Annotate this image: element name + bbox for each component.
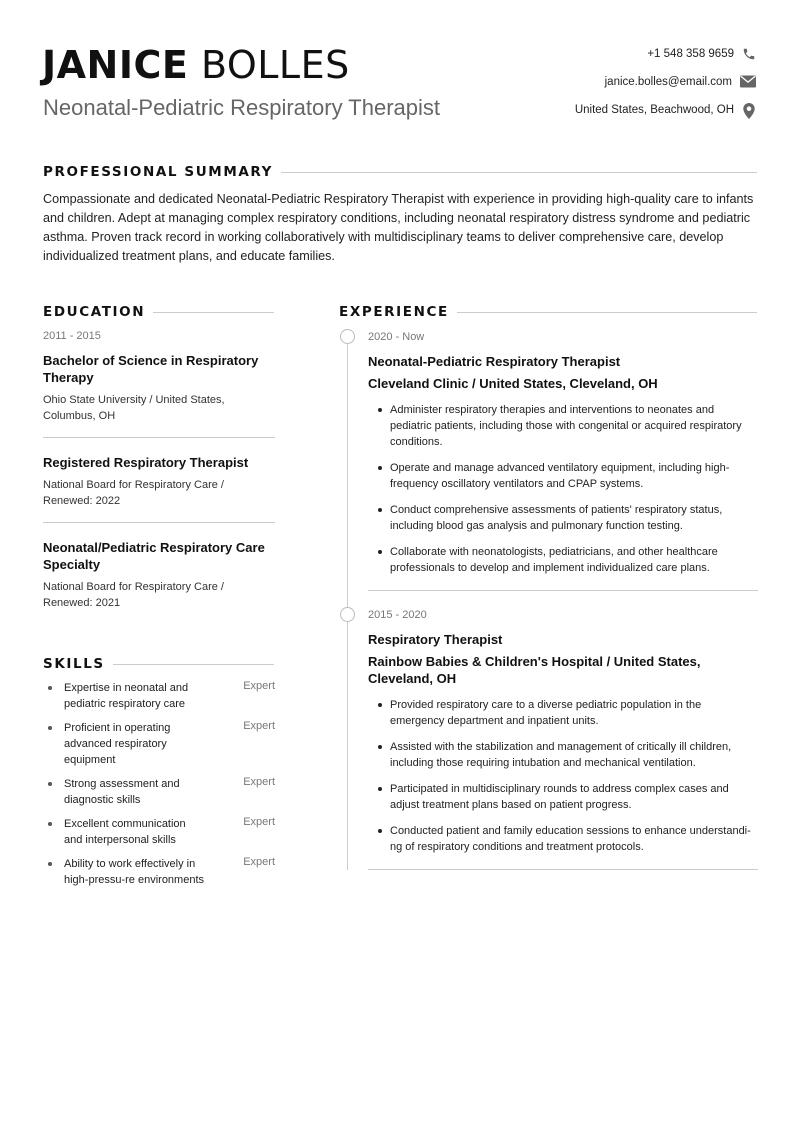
skill-level: Expert <box>243 816 275 828</box>
experience-employer: Rainbow Babies & Children's Hospital / United States, Cleveland, OH <box>368 654 701 686</box>
list-item: Provided respiratory care to a diverse pediatric population in the emergency department and inpatient units. <box>378 697 758 729</box>
education-item <box>43 539 275 624</box>
experience-employer: Cleveland Clinic / United States, Cleveland, OH <box>368 376 658 391</box>
list-item: Collaborate with neonatologists, pediatricians, and other healthcare professionals to develop and implement individualized care plans. <box>378 544 758 576</box>
education-institution: Ohio State University / United States, Columbus, OH <box>43 394 225 422</box>
experience-item <box>368 331 758 591</box>
list-item: Assisted with the stabilization and management of critically ill children, including those requiring intubation and mechanical ventilation. <box>378 739 758 771</box>
skill-name: Ability to work effectively in high-pressu-re environments <box>64 858 205 886</box>
education-list <box>43 330 275 640</box>
skill-level: Expert <box>243 856 275 868</box>
bullet-icon <box>48 862 52 866</box>
bullet-icon <box>48 822 52 826</box>
skill-name: Strong assessment and diagnostic skills <box>64 778 180 806</box>
education-item <box>43 454 275 523</box>
skill-name: Expertise in neonatal and pediatric respiratory care <box>64 682 189 710</box>
job-title: Neonatal-Pediatric Respiratory Therapist <box>43 95 440 120</box>
divider <box>368 869 758 870</box>
education-institution: National Board for Respiratory Care / Renewed: 2021 <box>43 581 224 609</box>
summary-text: Compassionate and dedicated Neonatal-Pediatric Respiratory Therapist with experience in providing high-quality care to infants and children. Adept at managing complex respiratory conditions, including neonatal respiratory distress syndrome and pediatric asthma. Proven track record in working collaboratively with multidisciplinary teams to deliver comprehensive care, develop individualized treatment plans, and educate families. <box>43 192 754 263</box>
list-item: Operate and manage advanced ventilatory equipment, including high-frequency oscillatory ventilators and CPAP systems. <box>378 460 758 492</box>
experience-bullets <box>368 402 758 576</box>
divider <box>281 172 757 173</box>
education-heading-text: EDUCATION <box>43 304 146 320</box>
experience-dates: 2020 - Now <box>368 331 425 343</box>
skill-level: Expert <box>243 776 275 788</box>
timeline-marker <box>340 329 355 344</box>
contact-location <box>456 96 756 124</box>
experience-title: Respiratory Therapist <box>368 632 503 647</box>
skill-level: Expert <box>243 680 275 692</box>
skills-heading-text: SKILLS <box>43 656 105 672</box>
map-pin-icon <box>742 103 756 117</box>
divider <box>457 312 757 313</box>
last-name: BOLLES <box>200 43 350 87</box>
summary-heading-text: PROFESSIONAL SUMMARY <box>43 164 274 180</box>
skill-item <box>43 776 275 808</box>
divider <box>153 312 274 313</box>
education-title: Registered Respiratory Therapist <box>43 455 249 470</box>
bullet-icon <box>48 782 52 786</box>
skills-list <box>43 680 275 896</box>
education-title: Bachelor of Science in Respiratory Therapy <box>43 353 259 385</box>
phone-icon <box>742 47 756 61</box>
skill-level: Expert <box>243 720 275 732</box>
experience-item <box>368 609 758 870</box>
skill-name: Proficient in operating advanced respiratory equipment <box>64 722 171 766</box>
education-dates: 2011 - 2015 <box>43 330 101 342</box>
divider <box>368 590 758 591</box>
skills-heading <box>43 656 274 672</box>
first-name: JANICE <box>42 43 189 87</box>
envelope-icon <box>740 75 756 89</box>
bullet-icon <box>48 726 52 730</box>
experience-heading-text: EXPERIENCE <box>339 304 449 320</box>
list-item: Conduct comprehensive assessments of patients' respiratory status, including blood gas analysis and pulmonary function testing. <box>378 502 758 534</box>
experience-title: Neonatal-Pediatric Respiratory Therapist <box>368 354 621 369</box>
contact-phone <box>456 40 756 68</box>
experience-heading <box>339 304 757 320</box>
bullet-icon <box>48 686 52 690</box>
list-item: Conducted patient and family education sessions to enhance understandi-ng of respiratory conditions and treatment protocols. <box>378 823 758 855</box>
divider <box>113 664 274 665</box>
skill-item <box>43 856 275 888</box>
experience-dates: 2015 - 2020 <box>368 609 427 621</box>
education-title: Neonatal/Pediatric Respiratory Care Specialty <box>43 540 265 572</box>
list-item: Administer respiratory therapies and interventions to neonates and pediatric patients, including those with congenital or acquired respiratory conditions. <box>378 402 758 450</box>
experience-bullets <box>368 697 758 855</box>
list-item: Participated in multidisciplinary rounds to address complex cases and adjust treatment plans based on patient progress. <box>378 781 758 813</box>
email-text: janice.bolles@email.com <box>604 76 732 88</box>
education-item <box>43 330 275 438</box>
contact-block <box>456 40 756 124</box>
skill-item <box>43 720 275 768</box>
skill-name: Excellent communication and interpersonal skills <box>64 818 186 846</box>
summary-heading <box>43 164 757 180</box>
education-institution: National Board for Respiratory Care / Renewed: 2022 <box>43 479 224 507</box>
timeline-marker <box>340 607 355 622</box>
contact-email <box>456 68 756 96</box>
phone-text: +1 548 358 9659 <box>647 48 734 60</box>
location-text: United States, Beachwood, OH <box>574 104 734 116</box>
skill-item <box>43 680 275 712</box>
skill-item <box>43 816 275 848</box>
candidate-name <box>42 43 350 87</box>
education-heading <box>43 304 274 320</box>
